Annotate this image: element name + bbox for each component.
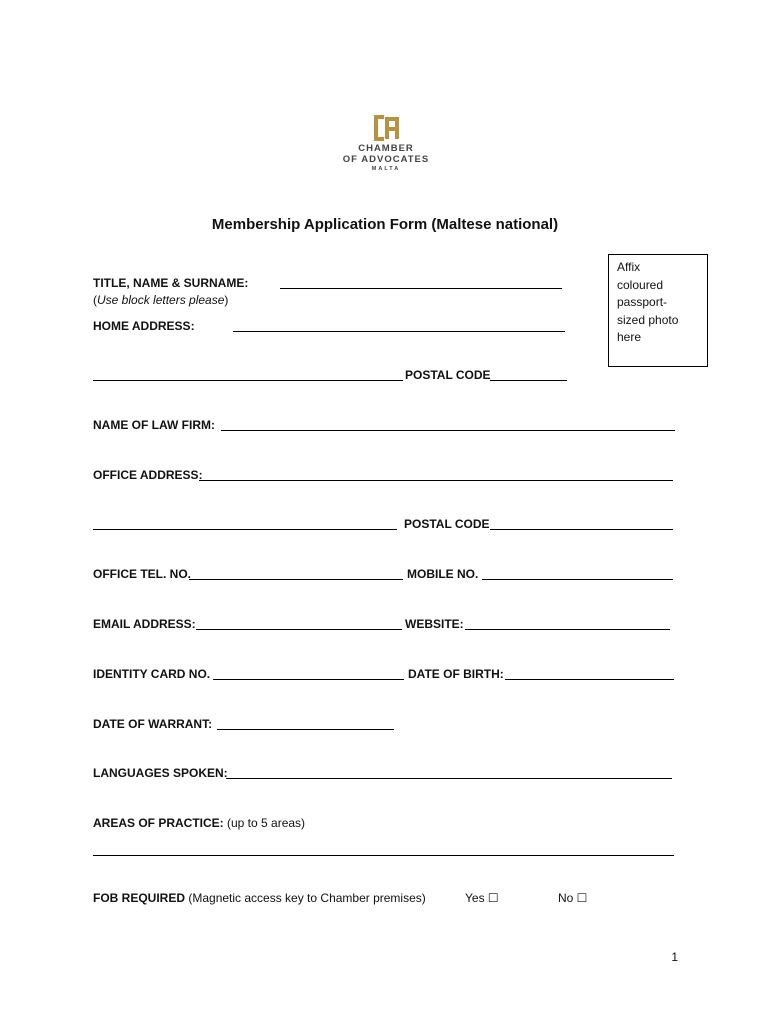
photo-box-line: passport- — [617, 295, 668, 309]
languages-label: LANGUAGES SPOKEN: — [93, 766, 228, 780]
home-address-line-2[interactable] — [93, 380, 403, 381]
warrant-line[interactable] — [217, 729, 394, 730]
postal-code-line[interactable] — [490, 380, 567, 381]
office-postal-code-label: POSTAL CODE — [404, 517, 490, 531]
office-address-line-2[interactable] — [93, 529, 397, 530]
website-label: WEBSITE: — [405, 617, 464, 631]
title-name-surname-line[interactable] — [280, 288, 562, 289]
home-address-label: HOME ADDRESS: — [93, 319, 195, 333]
ca-monogram-icon — [371, 113, 401, 143]
photo-box-line: coloured — [617, 277, 664, 292]
email-label: EMAIL ADDRESS: — [93, 617, 196, 631]
photo-box-line: here — [617, 330, 642, 344]
postal-code-label: POSTAL CODE — [405, 368, 491, 382]
office-address-line[interactable] — [199, 480, 673, 481]
languages-line[interactable] — [226, 778, 672, 779]
areas-line[interactable] — [93, 855, 674, 856]
photo-box-line: sized photo — [617, 312, 679, 327]
fob-label: FOB REQUIRED (Magnetic access key to Chamber premises) — [93, 891, 426, 905]
photo-box-line: Affix — [617, 260, 641, 274]
office-tel-line[interactable] — [189, 579, 403, 580]
office-address-label: OFFICE ADDRESS: — [93, 468, 203, 482]
fob-no-checkbox[interactable]: No ☐ — [558, 891, 588, 905]
mobile-line[interactable] — [482, 579, 673, 580]
mobile-label: MOBILE NO. — [407, 567, 479, 581]
logo-text-line1: CHAMBER — [358, 143, 414, 154]
logo-text-line3: MALTA — [371, 166, 401, 172]
areas-label: AREAS OF PRACTICE: (up to 5 areas) — [93, 816, 306, 830]
office-postal-code-line[interactable] — [490, 529, 673, 530]
chamber-logo — [338, 113, 434, 183]
fob-yes-checkbox[interactable]: Yes ☐ — [465, 891, 499, 905]
home-address-line[interactable] — [233, 331, 565, 332]
page-number: 1 — [671, 950, 678, 964]
title-name-surname-label: TITLE, NAME & SURNAME: — [93, 276, 249, 290]
office-tel-label: OFFICE TEL. NO. — [93, 567, 191, 581]
id-card-label: IDENTITY CARD NO. — [93, 667, 211, 681]
warrant-label: DATE OF WARRANT: — [93, 717, 213, 731]
logo-text-line2: OF ADVOCATES — [342, 154, 430, 165]
law-firm-line[interactable] — [221, 430, 675, 431]
photo-placeholder-box — [608, 254, 708, 367]
form-title: Membership Application Form (Maltese national) — [211, 216, 559, 233]
block-letters-note: (Use block letters please) — [93, 293, 229, 307]
dob-label: DATE OF BIRTH: — [408, 667, 504, 681]
website-line[interactable] — [465, 629, 670, 630]
dob-line[interactable] — [505, 679, 674, 680]
id-card-line[interactable] — [213, 679, 404, 680]
law-firm-label: NAME OF LAW FIRM: — [93, 418, 215, 432]
email-line[interactable] — [196, 629, 402, 630]
